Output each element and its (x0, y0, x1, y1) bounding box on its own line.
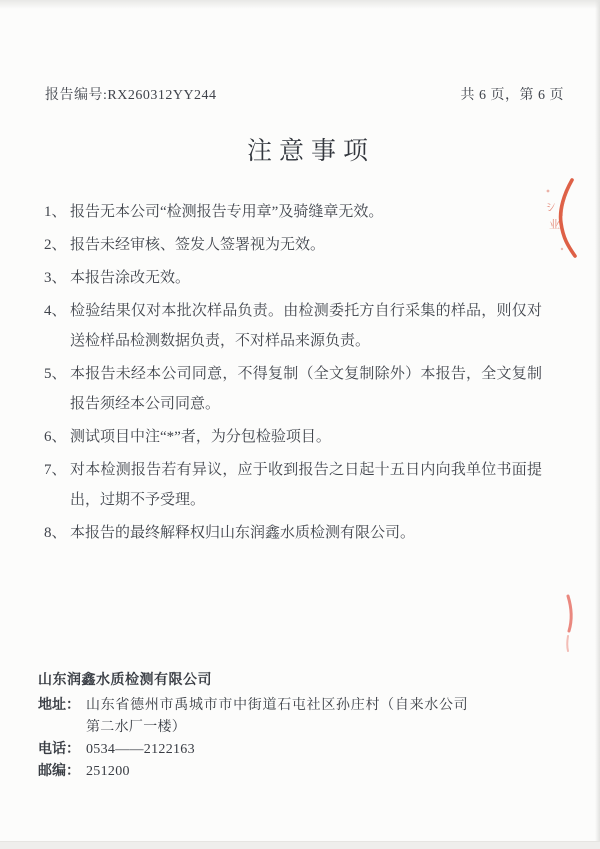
red-seal-edge-stamp (540, 172, 588, 268)
address-label: 地址： (38, 698, 80, 713)
seal-ink-dot (547, 190, 550, 193)
note-number: 1、 (44, 204, 67, 220)
red-ink-stroke (553, 593, 581, 655)
note-text: 报告无本公司“检测报告专用章”及骑缝章无效。 (70, 204, 384, 220)
seal-glyph-fragment-1: シ (544, 200, 559, 215)
note-number: 6、 (44, 429, 67, 445)
ink-stroke-lower (567, 636, 568, 651)
note-text: 测试项目中注“*”者，为分包检验项目。 (70, 429, 331, 445)
page-title: 注意事项 (246, 138, 375, 165)
ink-stroke-upper (568, 596, 571, 631)
note-number: 5、 (44, 366, 67, 382)
note-number: 3、 (44, 270, 67, 286)
note-text: 本报告未经本公司同意，不得复制（全文复制除外）本报告，全文复制报告须经本公司同意。 (70, 366, 542, 412)
note-number: 7、 (44, 462, 67, 478)
note-text: 检验结果仅对本批次样品负责。由检测委托方自行采集的样品，则仅对送检样品检测数据负责，不对样品来源负责。 (70, 303, 542, 349)
note-number: 4、 (44, 303, 67, 319)
page-edge-right (595, 0, 600, 849)
notes-list (44, 197, 544, 551)
company-name: 山东润鑫水质检测有限公司 (38, 673, 212, 688)
company-info-block (38, 670, 558, 783)
note-item-8 (44, 518, 544, 548)
note-text: 对本检测报告若有异议，应于收到报告之日起十五日内向我单位书面提出，过期不予受理。 (70, 462, 542, 508)
note-item-4 (44, 296, 544, 356)
note-item-5 (44, 359, 544, 419)
note-item-3 (44, 263, 544, 293)
address-value: 山东省德州市禹城市市中街道石屯社区孙庄村（自来水公司第二水厂一楼） (86, 698, 468, 735)
zip-value: 251200 (86, 764, 130, 779)
report-number: 报告编号:RX260312YY244 (45, 88, 217, 103)
page-edge-top (0, 0, 600, 9)
note-item-6 (44, 422, 544, 452)
phone-value: 0534——2122163 (86, 742, 195, 757)
note-item-2 (44, 230, 544, 260)
note-text: 本报告涂改无效。 (70, 270, 191, 286)
zip-label: 邮编： (38, 764, 80, 779)
note-item-1 (44, 197, 544, 227)
page-count: 共 6 页，第 6 页 (460, 88, 564, 103)
note-number: 2、 (44, 237, 67, 253)
phone-row (38, 739, 558, 761)
seal-ink-dot (561, 248, 563, 250)
note-text: 本报告的最终解释权归山东润鑫水质检测有限公司。 (70, 525, 416, 541)
note-number: 8、 (44, 525, 67, 541)
address-row (38, 695, 558, 739)
zip-row (38, 761, 558, 783)
page-header (45, 84, 564, 104)
seal-glyph-fragment-2: 业 (549, 219, 560, 231)
page-edge-bottom (0, 841, 600, 849)
note-item-7 (44, 455, 544, 515)
note-text: 报告未经审核、签发人签署视为无效。 (70, 237, 326, 253)
phone-label: 电话： (38, 742, 80, 757)
